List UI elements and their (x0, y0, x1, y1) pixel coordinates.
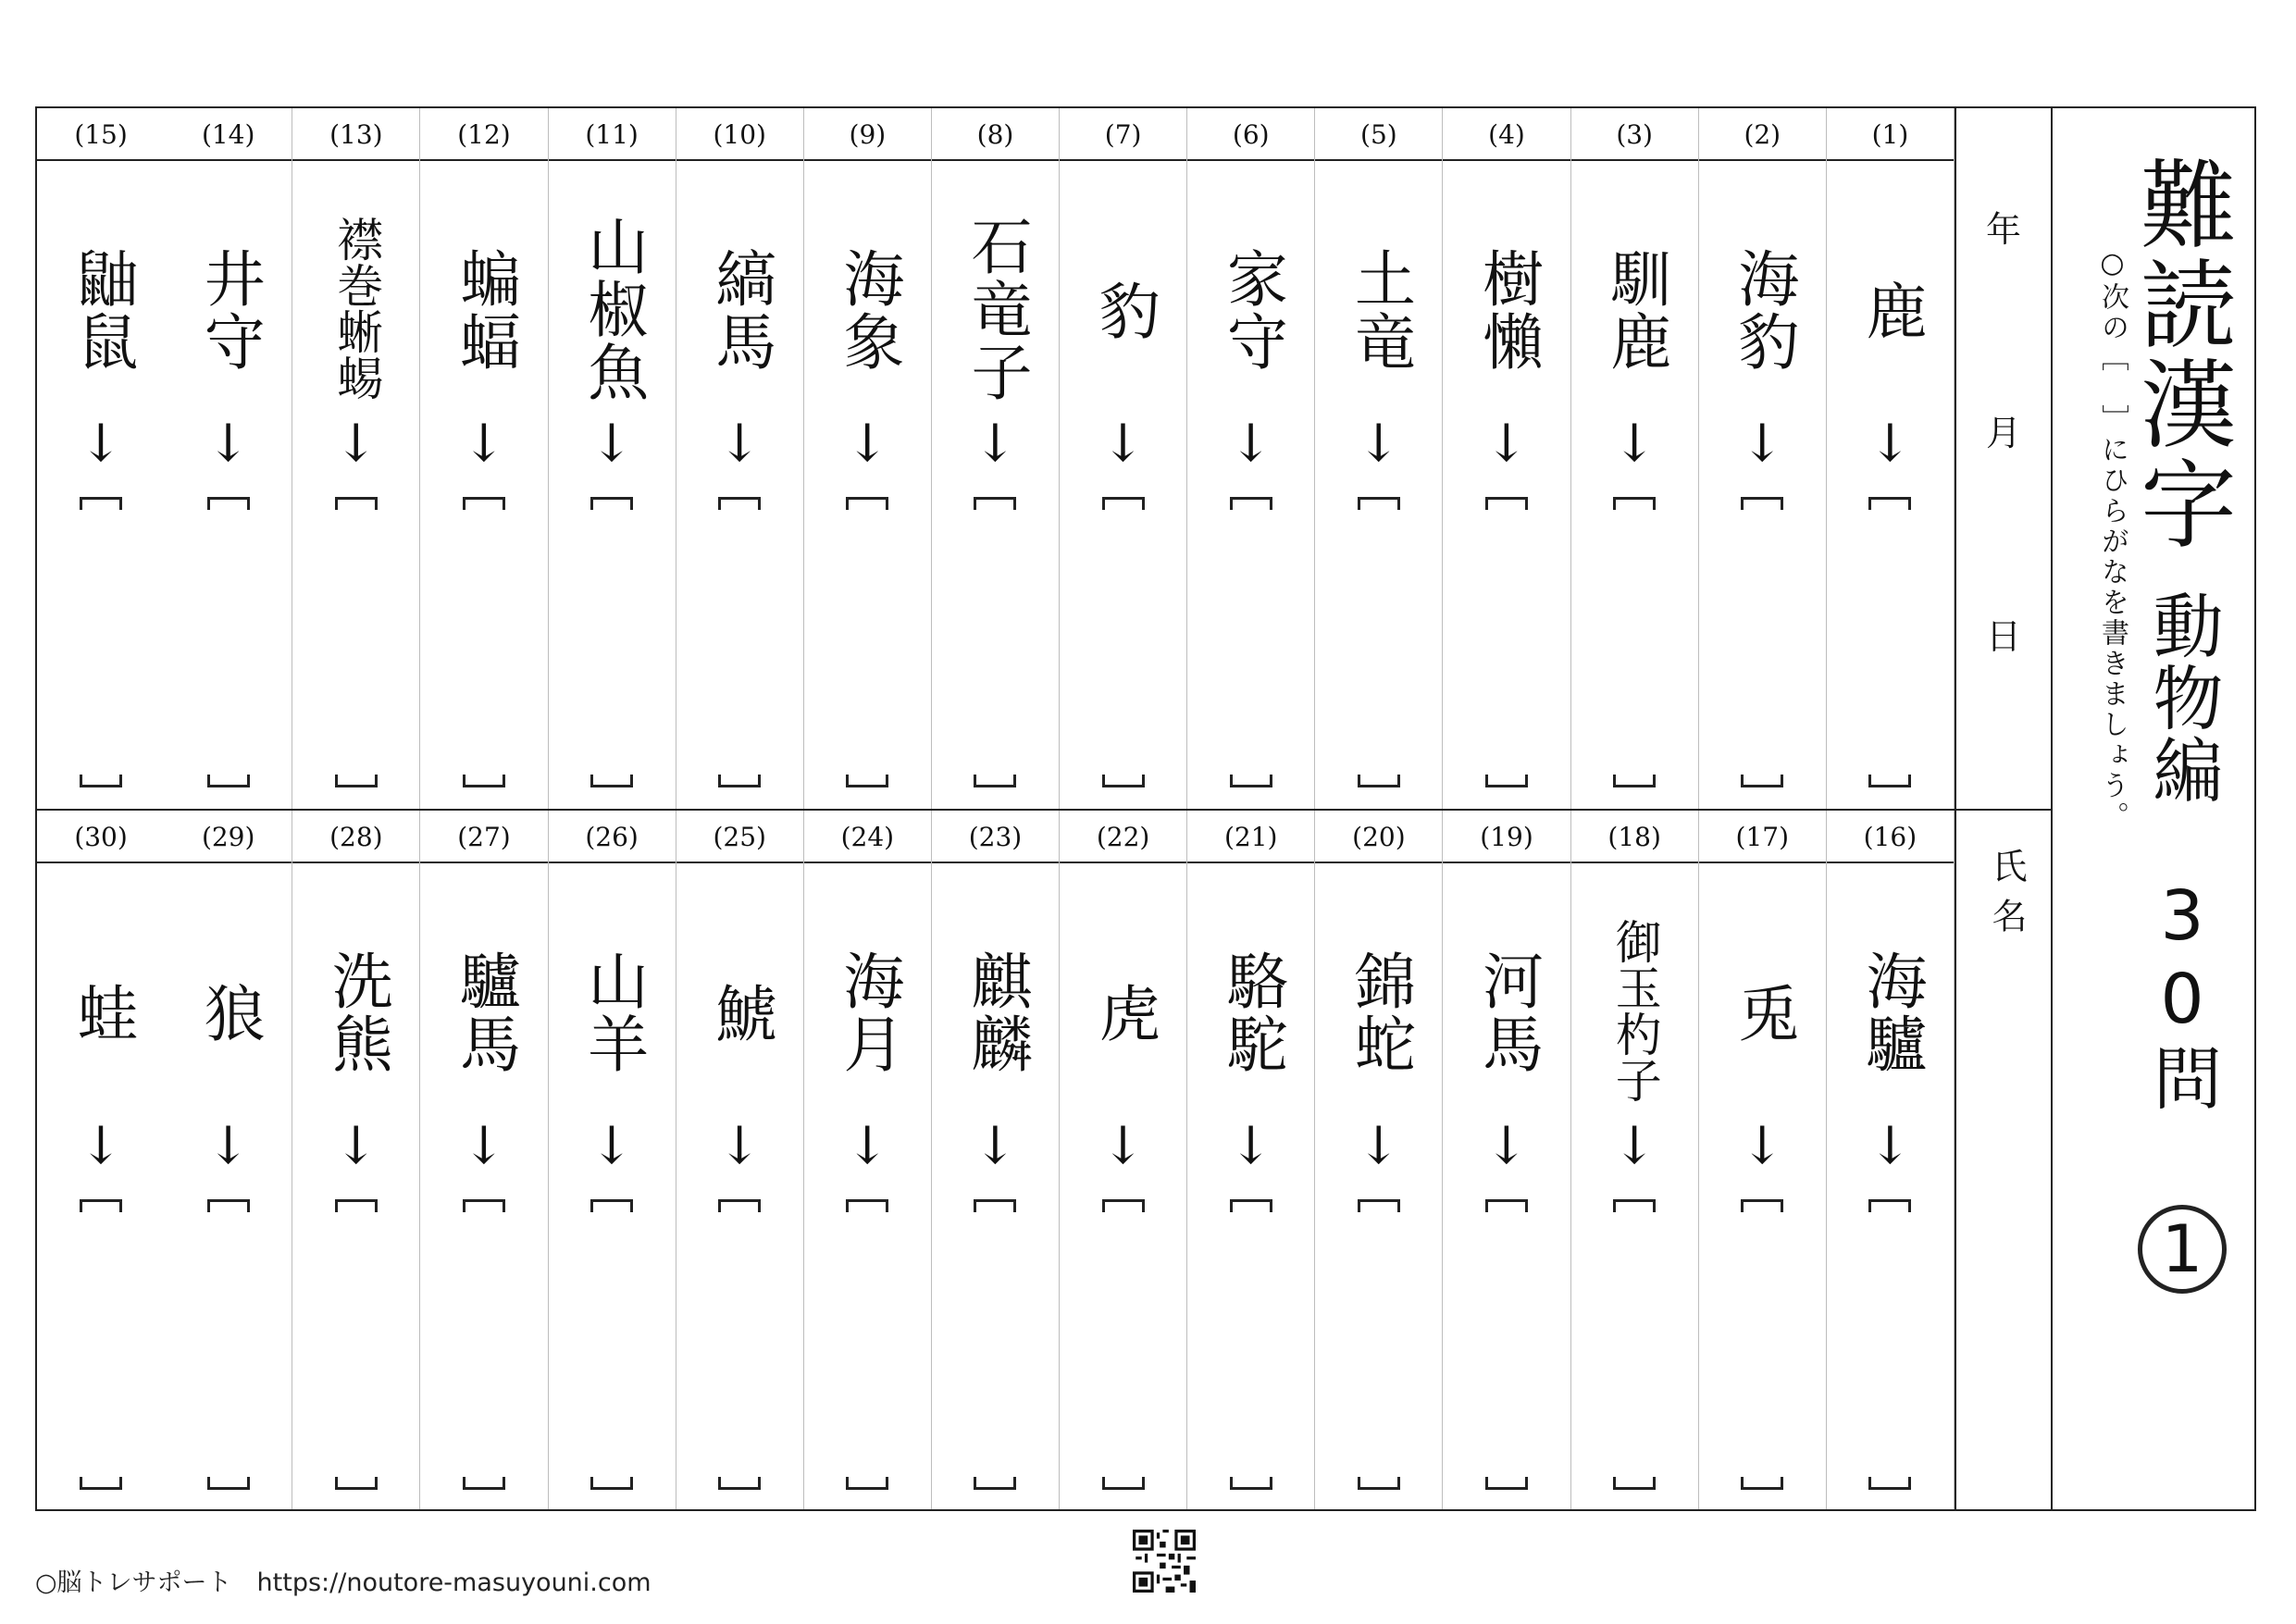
question-word: 井守 (193, 247, 266, 373)
answer-bracket-close (718, 775, 761, 787)
answer-space[interactable] (695, 515, 785, 756)
name-label: 氏名 (1986, 848, 2027, 948)
question-cell (804, 811, 932, 1509)
answer-bracket-close (1485, 1477, 1528, 1490)
question-word: 駱駝 (1216, 949, 1288, 1075)
arrow-icon: ↓ (206, 414, 251, 474)
answer-bracket-open (1102, 497, 1145, 510)
year-label: 年 (1985, 209, 2021, 250)
question-cell (932, 108, 1060, 809)
question-number: (14) (165, 108, 292, 161)
answer-space[interactable] (439, 515, 528, 756)
arrow-icon: ↓ (1229, 414, 1273, 474)
question-number: (22) (1060, 811, 1186, 863)
question-word: 海月 (832, 949, 904, 1075)
question-word: 襟巻蜥蜴 (329, 216, 384, 401)
answer-space[interactable] (1078, 1218, 1168, 1458)
question-cell (1571, 811, 1699, 1509)
question-cell (1187, 811, 1315, 1509)
answer-bracket-close (590, 1477, 633, 1490)
answer-bracket-open (1485, 1199, 1528, 1212)
answer-bracket-open (846, 497, 888, 510)
answer-space[interactable] (567, 515, 657, 756)
question-word: 虎 (1088, 982, 1160, 1045)
question-cell (1315, 108, 1443, 809)
question-number: (13) (292, 108, 419, 161)
question-number: (18) (1571, 811, 1698, 863)
question-number: (4) (1443, 108, 1570, 161)
question-cell (549, 811, 676, 1509)
question-number: (24) (804, 811, 931, 863)
answer-bracket-open (207, 1199, 250, 1212)
answer-bracket-close (1230, 775, 1272, 787)
question-cell (1699, 108, 1827, 809)
question-number: (1) (1827, 108, 1954, 161)
answer-bracket-close (1102, 1477, 1145, 1490)
answer-space[interactable] (1718, 515, 1807, 756)
answer-bracket-close (718, 1477, 761, 1490)
question-word: 河馬 (1471, 949, 1544, 1075)
date-box (1956, 108, 2051, 809)
answer-bracket-close (1358, 775, 1400, 787)
question-number: (10) (676, 108, 803, 161)
answer-space[interactable] (56, 515, 146, 756)
question-number: (25) (676, 811, 803, 863)
answer-bracket-close (463, 1477, 505, 1490)
answer-bracket-close (207, 775, 250, 787)
question-number: (26) (549, 811, 676, 863)
arrow-icon: ↓ (717, 1116, 762, 1176)
answer-space[interactable] (311, 1218, 401, 1458)
answer-space[interactable] (1845, 1218, 1935, 1458)
question-number: (16) (1827, 811, 1954, 863)
answer-bracket-close (1868, 1477, 1911, 1490)
arrow-icon: ↓ (1868, 414, 1912, 474)
arrow-icon: ↓ (462, 1116, 506, 1176)
answer-space[interactable] (1206, 515, 1296, 756)
question-cell (1699, 811, 1827, 1509)
answer-space[interactable] (1845, 515, 1935, 756)
answer-bracket-open (974, 497, 1016, 510)
question-number: (21) (1187, 811, 1314, 863)
arrow-icon: ↓ (1740, 1116, 1784, 1176)
question-cell (1827, 811, 1955, 1509)
answer-bracket-close (590, 775, 633, 787)
answer-space[interactable] (1718, 1218, 1807, 1458)
answer-bracket-open (1230, 497, 1272, 510)
answer-bracket-close (207, 1477, 250, 1490)
answer-bracket-open (80, 497, 122, 510)
question-word: 馴鹿 (1599, 247, 1671, 373)
question-number: (8) (932, 108, 1059, 161)
question-word: 土竜 (1344, 247, 1416, 373)
question-word: 海象 (832, 247, 904, 373)
arrow-icon: ↓ (1740, 414, 1784, 474)
question-cell (292, 811, 420, 1509)
question-word: 家守 (1216, 247, 1288, 373)
answer-space[interactable] (695, 1218, 785, 1458)
answer-bracket-close (974, 775, 1016, 787)
question-word: 樹懶 (1471, 247, 1544, 373)
answer-bracket-open (463, 1199, 505, 1212)
question-number: (30) (37, 811, 165, 863)
question-cell (804, 108, 932, 809)
arrow-icon: ↓ (1484, 414, 1529, 474)
arrow-icon: ↓ (974, 414, 1017, 474)
answer-bracket-close (846, 1477, 888, 1490)
question-cell (420, 811, 548, 1509)
answer-space[interactable] (1206, 1218, 1296, 1458)
answer-bracket-open (590, 497, 633, 510)
question-word: 山羊 (577, 949, 649, 1075)
instruction-text: ○次の［ ］にひらがなを書きましょう。 (2096, 247, 2128, 832)
question-cell (1571, 108, 1699, 809)
arrow-icon: ↓ (206, 1116, 251, 1176)
question-number: (27) (420, 811, 547, 863)
answer-bracket-open (1613, 497, 1656, 510)
question-word: 兎 (1727, 982, 1799, 1045)
answer-space[interactable] (1590, 1218, 1680, 1458)
question-word: 蝙蝠 (449, 247, 521, 373)
question-number: (19) (1443, 811, 1570, 863)
answer-bracket-close (335, 1477, 378, 1490)
question-cell (292, 108, 420, 809)
worksheet (35, 106, 2256, 1511)
question-number: (29) (165, 811, 292, 863)
arrow-icon: ↓ (1357, 414, 1401, 474)
question-number: (15) (37, 108, 165, 161)
answer-bracket-close (80, 1477, 122, 1490)
answer-bracket-close (1613, 1477, 1656, 1490)
question-cell (37, 108, 165, 809)
answer-bracket-close (1230, 1477, 1272, 1490)
question-number: (3) (1571, 108, 1698, 161)
question-word: 驢馬 (449, 949, 521, 1075)
answer-bracket-open (1613, 1199, 1656, 1212)
answer-space[interactable] (1334, 515, 1423, 756)
page-title: 難読漢字 (2124, 155, 2237, 554)
answer-space[interactable] (1078, 515, 1168, 756)
question-word: 石竜子 (961, 215, 1033, 403)
question-row-top (37, 108, 1955, 809)
arrow-icon: ↓ (1229, 1116, 1273, 1176)
answer-space[interactable] (1461, 1218, 1551, 1458)
answer-bracket-open (463, 497, 505, 510)
arrow-icon: ↓ (590, 1116, 634, 1176)
answer-bracket-open (846, 1199, 888, 1212)
question-number: (23) (932, 811, 1059, 863)
answer-bracket-close (1613, 775, 1656, 787)
question-cell (165, 811, 292, 1509)
answer-bracket-open (974, 1199, 1016, 1212)
answer-bracket-close (1741, 1477, 1783, 1490)
question-cell (1827, 108, 1955, 809)
question-number: (2) (1699, 108, 1826, 161)
arrow-icon: ↓ (1101, 1116, 1146, 1176)
question-cell (1060, 811, 1187, 1509)
arrow-icon: ↓ (462, 414, 506, 474)
question-number: (28) (292, 811, 419, 863)
question-cell (676, 108, 804, 809)
answer-bracket-open (1102, 1199, 1145, 1212)
answer-bracket-close (846, 775, 888, 787)
answer-bracket-open (1741, 1199, 1783, 1212)
answer-space[interactable] (439, 1218, 528, 1458)
answer-bracket-open (335, 497, 378, 510)
answer-bracket-close (1485, 775, 1528, 787)
question-number: (20) (1315, 811, 1442, 863)
answer-bracket-open (1358, 1199, 1400, 1212)
answer-space[interactable] (1461, 515, 1551, 756)
arrow-icon: ↓ (334, 414, 379, 474)
arrow-icon: ↓ (845, 414, 889, 474)
arrow-icon: ↓ (1612, 1116, 1657, 1176)
answer-space[interactable] (183, 515, 273, 756)
arrow-icon: ↓ (334, 1116, 379, 1176)
answer-bracket-open (80, 1199, 122, 1212)
question-number: (7) (1060, 108, 1186, 161)
question-word: 鹿 (1855, 279, 1927, 342)
answer-bracket-open (1230, 1199, 1272, 1212)
question-cell (420, 108, 548, 809)
month-label: 月 (1985, 413, 2021, 453)
question-row-bottom (37, 809, 1955, 1509)
name-box (1956, 809, 2051, 1509)
sheet-number-badge: 1 (2138, 1205, 2227, 1294)
question-grid (37, 108, 1955, 1509)
answer-bracket-open (718, 1199, 761, 1212)
footer-credit: ○脳トレサポート https://noutore-masuyouni.com (35, 1568, 652, 1597)
question-word: 海豹 (1727, 247, 1799, 373)
question-cell (1443, 108, 1570, 809)
arrow-icon: ↓ (1868, 1116, 1912, 1176)
arrow-icon: ↓ (717, 414, 762, 474)
answer-bracket-close (1102, 775, 1145, 787)
answer-bracket-close (463, 775, 505, 787)
answer-bracket-open (718, 497, 761, 510)
answer-space[interactable] (1590, 515, 1680, 756)
question-number: (6) (1187, 108, 1314, 161)
question-cell (1315, 811, 1443, 1509)
question-word: 鼬鼠 (67, 247, 139, 373)
answer-bracket-open (1485, 497, 1528, 510)
answer-space[interactable] (950, 515, 1040, 756)
answer-bracket-close (1868, 775, 1911, 787)
answer-bracket-open (1358, 497, 1400, 510)
arrow-icon: ↓ (845, 1116, 889, 1176)
question-cell (1187, 108, 1315, 809)
arrow-icon: ↓ (1357, 1116, 1401, 1176)
question-word: 豹 (1088, 279, 1160, 342)
answer-bracket-close (1358, 1477, 1400, 1490)
question-count: 30問 (2142, 876, 2222, 1115)
answer-bracket-open (207, 497, 250, 510)
answer-bracket-open (1868, 497, 1911, 510)
answer-space[interactable] (183, 1218, 273, 1458)
answer-space[interactable] (823, 515, 912, 756)
answer-bracket-close (80, 775, 122, 787)
answer-bracket-open (590, 1199, 633, 1212)
question-word: 蛙 (67, 982, 139, 1045)
question-cell (676, 811, 804, 1509)
question-cell (932, 811, 1060, 1509)
arrow-icon: ↓ (590, 414, 634, 474)
question-number: (17) (1699, 811, 1826, 863)
answer-space[interactable] (1334, 1218, 1423, 1458)
answer-space[interactable] (567, 1218, 657, 1458)
arrow-icon: ↓ (1484, 1116, 1529, 1176)
date-name-column (1955, 108, 2053, 1509)
answer-bracket-open (1868, 1199, 1911, 1212)
question-word: 縞馬 (704, 247, 776, 373)
arrow-icon: ↓ (1101, 414, 1146, 474)
page-subtitle: 動物編 (2141, 589, 2224, 806)
question-word: 狼 (193, 982, 266, 1045)
question-word: 鯱 (704, 982, 776, 1045)
answer-bracket-close (335, 775, 378, 787)
arrow-icon: ↓ (79, 414, 123, 474)
arrow-icon: ↓ (79, 1116, 123, 1176)
arrow-icon: ↓ (1612, 414, 1657, 474)
question-cell (37, 811, 165, 1509)
question-word: 御玉杓子 (1607, 918, 1662, 1103)
answer-space[interactable] (823, 1218, 912, 1458)
answer-bracket-close (1741, 775, 1783, 787)
question-word: 錦蛇 (1344, 949, 1416, 1075)
answer-space[interactable] (311, 515, 401, 756)
answer-space[interactable] (950, 1218, 1040, 1458)
question-cell (549, 108, 676, 809)
question-word: 麒麟 (961, 949, 1033, 1075)
answer-space[interactable] (56, 1218, 146, 1458)
question-word: 洗熊 (321, 949, 393, 1075)
qr-code-icon (1133, 1530, 1196, 1593)
day-label: 日 (1985, 616, 2021, 657)
question-word: 海驢 (1855, 949, 1927, 1075)
title-column (2053, 108, 2254, 1509)
question-cell (165, 108, 292, 809)
answer-bracket-open (335, 1199, 378, 1212)
answer-bracket-open (1741, 497, 1783, 510)
answer-bracket-close (974, 1477, 1016, 1490)
question-word: 山椒魚 (577, 215, 649, 403)
question-number: (12) (420, 108, 547, 161)
question-cell (1060, 108, 1187, 809)
question-cell (1443, 811, 1570, 1509)
question-number: (5) (1315, 108, 1442, 161)
question-number: (11) (549, 108, 676, 161)
question-number: (9) (804, 108, 931, 161)
arrow-icon: ↓ (974, 1116, 1017, 1176)
